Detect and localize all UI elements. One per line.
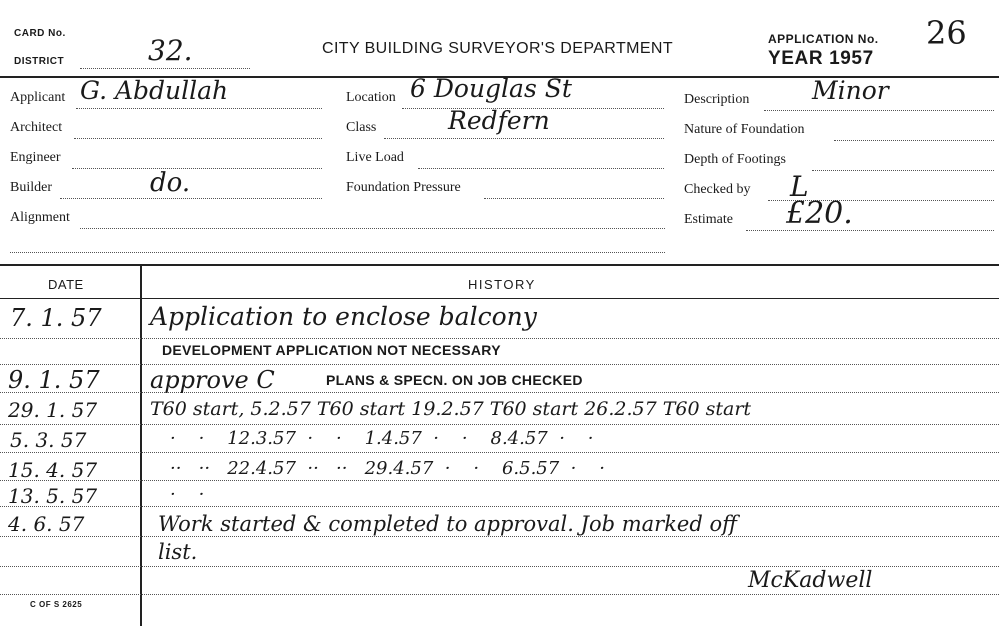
class-label: Class: [346, 120, 377, 135]
signature: McKadwell: [748, 568, 873, 593]
class-value: Redfern: [448, 106, 550, 135]
description-value: Minor: [812, 76, 889, 105]
table-row-date: 29. 1. 57: [8, 398, 98, 422]
table-header-rule: [0, 298, 999, 299]
foundation-pressure-label: Foundation Pressure: [346, 180, 461, 195]
table-rule: [0, 594, 999, 595]
table-row-history: ·· ·· 22.4.57 ·· ·· 29.4.57 · · 6.5.57 · ·: [170, 458, 605, 479]
development-stamp: DEVELOPMENT APPLICATION NOT NECESSARY: [162, 342, 501, 358]
table-row-history: list.: [158, 540, 198, 564]
table-row-date: 5. 3. 57: [10, 428, 87, 452]
year-label: YEAR 1957: [768, 48, 874, 69]
table-rule: [0, 424, 999, 425]
table-row-date: 7. 1. 57: [10, 304, 102, 332]
department-title: CITY BUILDING SURVEYOR'S DEPARTMENT: [322, 40, 674, 57]
applicant-value: G. Abdullah: [80, 76, 229, 105]
table-rule: [0, 506, 999, 507]
table-row-date: 15. 4. 57: [8, 458, 98, 482]
table-row-history: Work started & completed to approval. Job marked off: [158, 512, 737, 536]
application-no-value: 26: [926, 14, 967, 52]
blank-line: [10, 252, 665, 253]
depth-of-footings-label: Depth of Footings: [684, 152, 786, 167]
nature-of-foundation-line: [834, 140, 994, 141]
description-label: Description: [684, 92, 750, 107]
estimate-line: [746, 230, 994, 231]
architect-label: Architect: [10, 120, 63, 135]
class-line: [384, 138, 664, 139]
builder-label: Builder: [10, 180, 52, 195]
table-row-history: approve C: [150, 366, 275, 394]
applicant-line: [76, 108, 322, 109]
nature-of-foundation-label: Nature of Foundation: [684, 122, 805, 137]
checked-by-label: Checked by: [684, 182, 751, 197]
table-row-history: T60 start, 5.2.57 T60 start 19.2.57 T60 start 26.2.57 T60 start: [150, 398, 752, 420]
estimate-label: Estimate: [684, 212, 733, 227]
table-rule: [0, 338, 999, 339]
alignment-line: [80, 228, 665, 229]
table-row-date: 4. 6. 57: [8, 512, 85, 536]
card-no-label: CARD No.: [14, 28, 66, 39]
district-value: 32.: [148, 34, 193, 67]
table-rule: [0, 480, 999, 481]
engineer-label: Engineer: [10, 150, 61, 165]
live-load-label: Live Load: [346, 150, 404, 165]
district-label: DISTRICT: [14, 56, 65, 67]
application-no-label: APPLICATION No.: [768, 32, 879, 46]
date-header: DATE: [48, 277, 84, 292]
live-load-line: [418, 168, 664, 169]
location-value: 6 Douglas St: [410, 74, 572, 103]
foundation-pressure-line: [484, 198, 664, 199]
history-header: HISTORY: [468, 277, 536, 292]
architect-line: [74, 138, 322, 139]
builder-line: [60, 198, 322, 199]
builder-value: do.: [150, 168, 191, 198]
location-label: Location: [346, 90, 396, 105]
table-row-history: · · 12.3.57 · · 1.4.57 · · 8.4.57 · ·: [170, 428, 594, 449]
table-rule: [0, 536, 999, 537]
table-row-date: 13. 5. 57: [8, 484, 98, 508]
table-top-rule: [0, 264, 999, 266]
estimate-value: £20.: [786, 196, 853, 231]
table-row-date: 9. 1. 57: [8, 366, 100, 394]
table-rule: [0, 452, 999, 453]
table-rule: [0, 566, 999, 567]
table-row-history: Application to enclose balcony: [150, 302, 537, 331]
table-rule: [0, 364, 999, 365]
checked-by-value: L: [790, 170, 809, 203]
applicant-label: Applicant: [10, 90, 66, 105]
engineer-line: [72, 168, 322, 169]
plans-checked-stamp: PLANS & SPECN. ON JOB CHECKED: [326, 372, 583, 388]
alignment-label: Alignment: [10, 210, 70, 225]
form-code: C OF S 2625: [30, 600, 83, 609]
depth-of-footings-line: [812, 170, 994, 171]
district-line: [80, 68, 250, 69]
table-row-history: · ·: [170, 484, 205, 505]
table-column-divider: [140, 264, 142, 626]
description-line: [764, 110, 994, 111]
